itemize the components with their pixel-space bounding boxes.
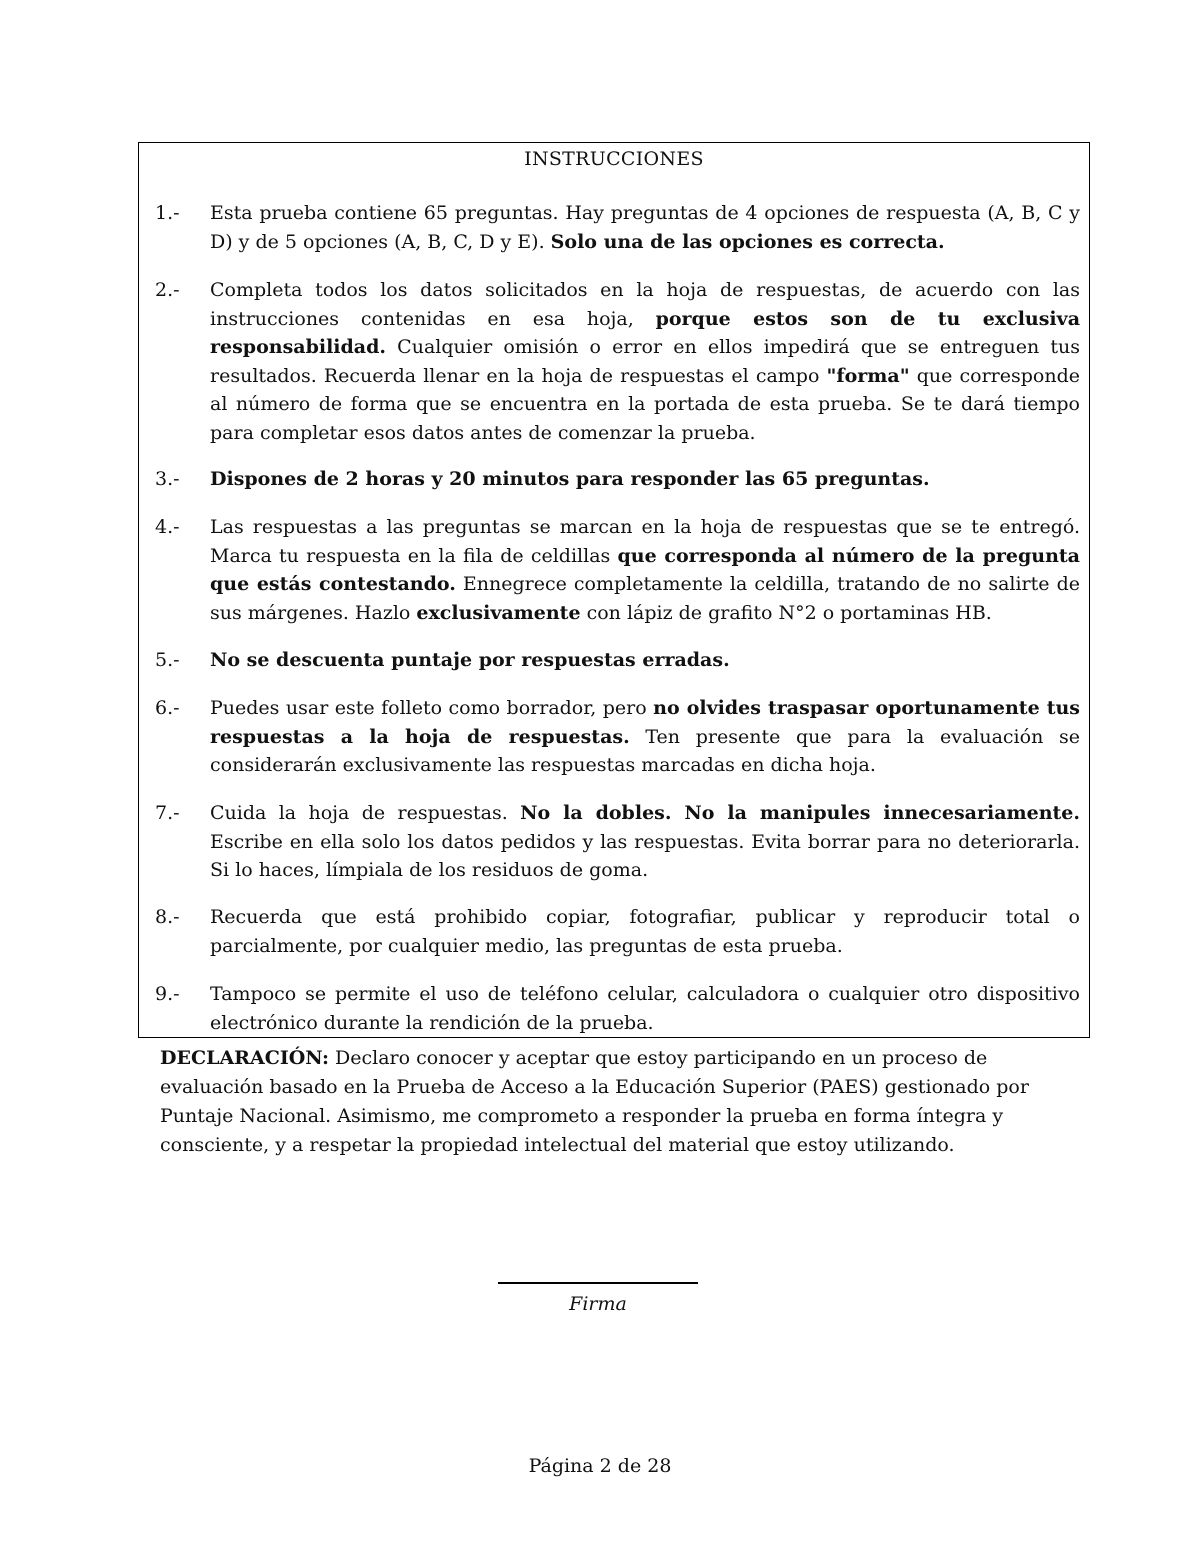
item-text-run: Ten presente que para la evaluación se considerarán exclusivamente las respuestas marcadas en dicha hoja. [210, 725, 1080, 776]
page-number: Página 2 de 28 [528, 1455, 672, 1477]
declaration-label: DECLARACIÓN: [160, 1047, 329, 1069]
item-number: 2.- [155, 279, 180, 301]
item-number: 8.- [155, 906, 180, 928]
item-number: 9.- [155, 983, 180, 1005]
item-number: 6.- [155, 697, 180, 719]
instructions-title: INSTRUCCIONES [524, 148, 704, 170]
bold-text: Solo una de las opciones es correcta. [550, 230, 945, 253]
item-number: 3.- [155, 468, 180, 490]
bold-text: que corresponda al número de la pregunta que estás contestando. [210, 544, 1080, 595]
item-text-run: Recuerda que está prohibido copiar, fotografiar, publicar y reproducir total o parcialmente, por cualquier medio, las preguntas de esta prueba. [210, 906, 1080, 957]
item-text-run: Las respuestas a las preguntas se marcan en la hoja de respuestas que se te entregó. Marca tu respuesta en la fila de celdillas [210, 516, 1080, 567]
instruction-item [210, 465, 1080, 494]
instruction-item [210, 694, 1080, 780]
bold-text: No se descuenta puntaje por respuestas erradas. [210, 649, 730, 671]
bold-text: "forma" [826, 364, 910, 387]
item-number: 5.- [155, 649, 180, 671]
item-text-run: Ennegrece completamente la celdilla, tratando de no salirte de sus márgenes. Hazlo [210, 573, 1080, 624]
instruction-item [210, 646, 1080, 675]
signature-line [498, 1282, 698, 1284]
signature-label: Firma [569, 1293, 627, 1315]
item-text-run: Tampoco se permite el uso de teléfono celular, calculadora o cualquier otro dispositivo electrónico durante la rendición de la prueba. [210, 983, 1080, 1034]
item-text-run: Puedes usar este folleto como borrador, pero [210, 697, 654, 719]
item-text-run: Cuida la hoja de respuestas. [210, 802, 521, 824]
item-number: 7.- [155, 802, 180, 824]
instruction-item [210, 980, 1080, 1037]
bold-text: exclusivamente [416, 601, 581, 624]
item-text-run: Escribe en ella solo los datos pedidos y las respuestas. Evita borrar para no deteriorarla. Si lo haces, límpiala de los residuos de goma. [210, 830, 1080, 881]
instruction-item [210, 799, 1080, 885]
declaration [160, 1044, 1060, 1160]
instruction-item [210, 513, 1080, 627]
instructions-box [138, 142, 1090, 1038]
item-text-run: que corresponde al número de forma que se encuentra en la portada de esta prueba. Se te dará tiempo para completar esos datos antes de comenzar la prueba. [210, 364, 1080, 444]
declaration-text: Declaro conocer y aceptar que estoy participando en un proceso de evaluación basado en la Prueba de Acceso a la Educación Superior (PAES) gestionado por Puntaje Nacional. Asimismo, me comprometo a responder la prueba en forma íntegra y consciente, y a respetar la propiedad intelectual del material que estoy utilizando. [160, 1047, 1029, 1156]
bold-text: porque estos son de tu exclusiva responsabilidad. [210, 307, 1081, 358]
item-text-run: Cualquier omisión o error en ellos impedirá que se entreguen tus resultados. Recuerda llenar en la hoja de respuestas el campo [210, 336, 1080, 387]
instruction-item [210, 199, 1080, 256]
item-number: 4.- [155, 516, 180, 538]
item-number: 1.- [155, 202, 180, 224]
item-text-run: Completa todos los datos solicitados en la hoja de respuestas, de acuerdo con las instrucciones contenidas en esa hoja, [210, 279, 1080, 330]
item-text-run: con lápiz de grafito N°2 o portaminas HB. [580, 601, 992, 624]
bold-text: No la dobles. No la manipules innecesariamente. [520, 802, 1080, 824]
item-text-run: Esta prueba contiene 65 preguntas. Hay preguntas de 4 opciones de respuesta (A, B, C y D) y de 5 opciones (A, B, C, D y E). [210, 202, 1080, 253]
instruction-item [210, 903, 1080, 960]
bold-text: no olvides traspasar oportunamente tus respuestas a la hoja de respuestas. [210, 697, 1081, 748]
bold-text: Dispones de 2 horas y 20 minutos para responder las 65 preguntas. [210, 468, 930, 490]
instruction-item [210, 276, 1080, 447]
